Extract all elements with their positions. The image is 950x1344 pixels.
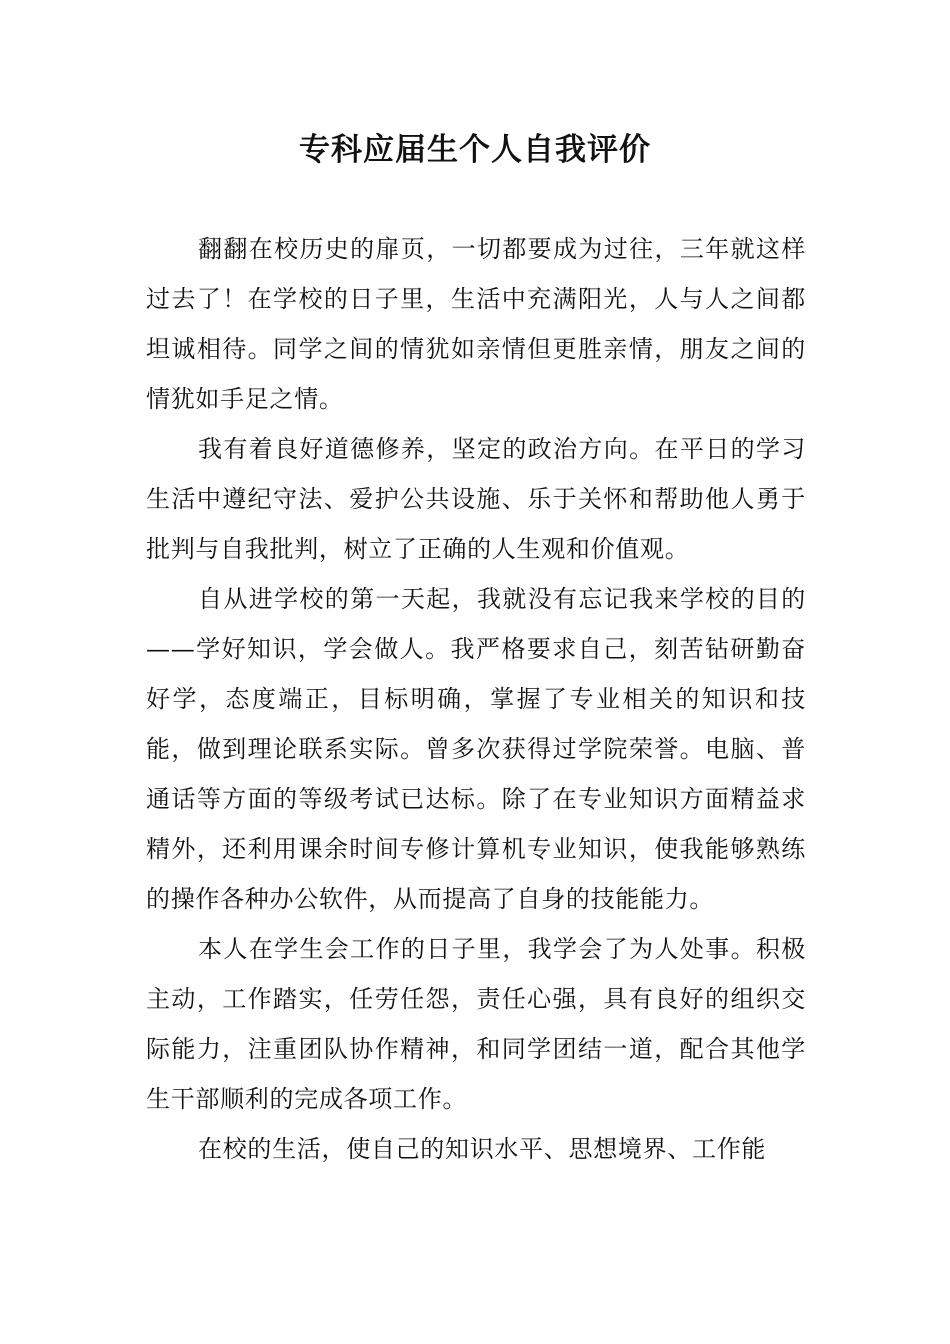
paragraph-3: 自从进学校的第一天起，我就没有忘记我来学校的目的——学好知识，学会做人。我严格要求自己，刻苦钻研勤奋好学，态度端正，目标明确，掌握了专业相关的知识和技能，做到理论联系实际。曾多次获得过学院荣誉。电脑、普通话等方面的等级考试已达标。除了在专业知识方面精益求精外，还利用课余时间专修计算机专业知识，使我能够熟练的操作各种办公软件，从而提高了自身的技能能力。 [146,585,806,913]
paragraph-4: 本人在学生会工作的日子里，我学会了为人处事。积极主动，工作踏实，任劳任怨，责任心强，具有良好的组织交际能力，注重团队协作精神，和同学团结一道，配合其他学生干部顺利的完成各项工作。 [146,935,806,1113]
paragraph-5: 在校的生活，使自己的知识水平、思想境界、工作能 [198,1135,767,1163]
paragraph-1: 翻翻在校历史的扉页，一切都要成为过往，三年就这样过去了！在学校的日子里，生活中充满阳光，人与人之间都坦诚相待。同学之间的情犹如亲情但更胜亲情，朋友之间的情犹如手足之情。 [146,235,806,413]
document-title: 专科应届生个人自我评价 [299,132,651,168]
document-body [146,224,806,1174]
paragraph-2: 我有着良好道德修养，坚定的政治方向。在平日的学习生活中遵纪守法、爱护公共设施、乐于关怀和帮助他人勇于批判与自我批判，树立了正确的人生观和价值观。 [146,435,806,563]
